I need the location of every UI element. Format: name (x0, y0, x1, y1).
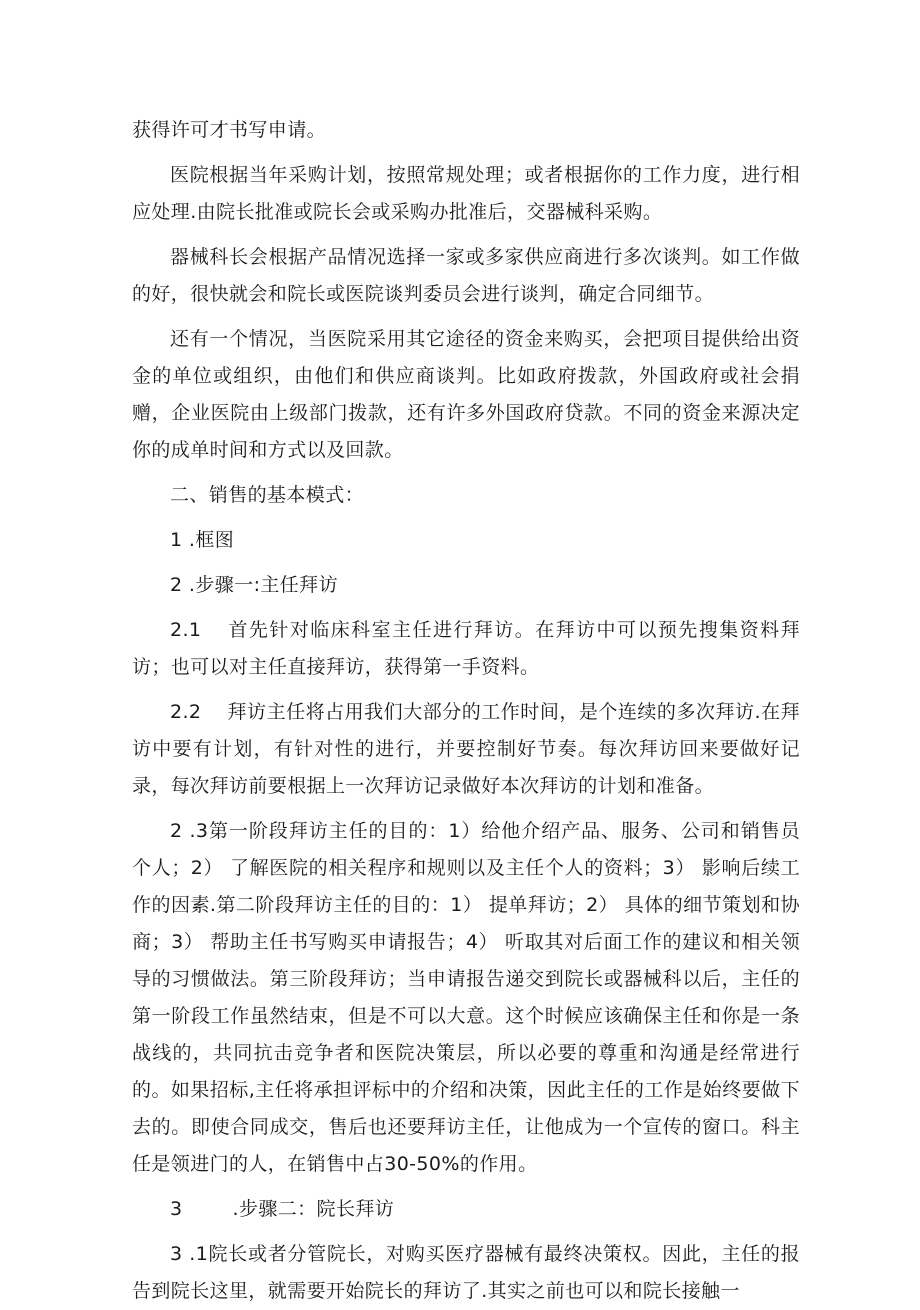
list-item (132, 522, 800, 559)
paragraph-text: 拜访主任将占用我们大部分的工作时间，是个连续的多次拜访.在拜访中要有计划，有针对性的进行，并要控制好节奏。每次拜访回来要做好记录，每次拜访前要根据上一次拜访记录做好本次拜访的计划和准备。 (132, 701, 800, 797)
item-number: 2.2 (170, 701, 202, 723)
paragraph (132, 813, 800, 1183)
section-heading (132, 477, 800, 514)
paragraph (132, 612, 800, 686)
paragraph (132, 1236, 800, 1310)
heading-text: 二、销售的基本模式： (170, 484, 365, 506)
paragraph (132, 694, 800, 805)
list-item-text: 1 .框图 (170, 529, 235, 551)
paragraph-text: 2 .3第一阶段拜访主任的目的：1）给他介绍产品、服务、公司和销售员个人；2） 了解医院的相关程序和规则以及主任个人的资料；3） 影响后续工作的因素.第二阶段拜访主任的目的：1） 提单拜访；2） 具体的细节策划和协商；3） 帮助主任书写购买申请报告；4） 听取其对后面工作的建议和相关领导的习惯做法。第三阶段拜访；当申请报告递交到院长或器械科以后，主任的第一阶段工作虽然结束，但是不可以大意。这个时候应该确保主任和你是一条战线的，共同抗击竞争者和医院决策层，所以必要的尊重和沟通是经常进行的。如果招标,主任将承担评标中的介绍和决策，因此主任的工作是始终要做下去的。即使合同成交，售后也还要拜访主任，让他成为一个宣传的窗口。科主任是领进门的人，在销售中占30-50%的作用。 (132, 820, 800, 1175)
document-body (132, 112, 800, 1310)
list-item-text: 2 .步骤一:主任拜访 (170, 574, 338, 596)
paragraph-text: 获得许可才书写申请。 (132, 119, 327, 141)
paragraph (132, 112, 800, 149)
paragraph (132, 239, 800, 313)
list-item (132, 1191, 800, 1228)
paragraph (132, 157, 800, 231)
list-item-text: .步骤二：院长拜访 (232, 1198, 395, 1220)
paragraph (132, 321, 800, 469)
paragraph-text: 3 .1院长或者分管院长，对购买医疗器械有最终决策权。因此，主任的报告到院长这里，就需要开始院长的拜访了.其实之前也可以和院长接触一 (132, 1243, 800, 1302)
paragraph-text: 还有一个情况，当医院采用其它途径的资金来购买，会把项目提供给出资金的单位或组织，由他们和供应商谈判。比如政府拨款，外国政府或社会捐赠，企业医院由上级部门拨款，还有许多外国政府贷款。不同的资金来源决定你的成单时间和方式以及回款。 (132, 328, 800, 461)
paragraph-text: 器械科长会根据产品情况选择一家或多家供应商进行多次谈判。如工作做的好，很快就会和院长或医院谈判委员会进行谈判，确定合同细节。 (132, 246, 800, 305)
paragraph-text: 医院根据当年采购计划，按照常规处理；或者根据你的工作力度，进行相应处理.由院长批准或院长会或采购办批准后，交器械科采购。 (132, 164, 800, 223)
item-number: 2.1 (170, 619, 202, 641)
item-number: 3 (170, 1198, 183, 1220)
list-item (132, 567, 800, 604)
paragraph-text: 首先针对临床科室主任进行拜访。在拜访中可以预先搜集资料拜访；也可以对主任直接拜访，获得第一手资料。 (132, 619, 800, 678)
